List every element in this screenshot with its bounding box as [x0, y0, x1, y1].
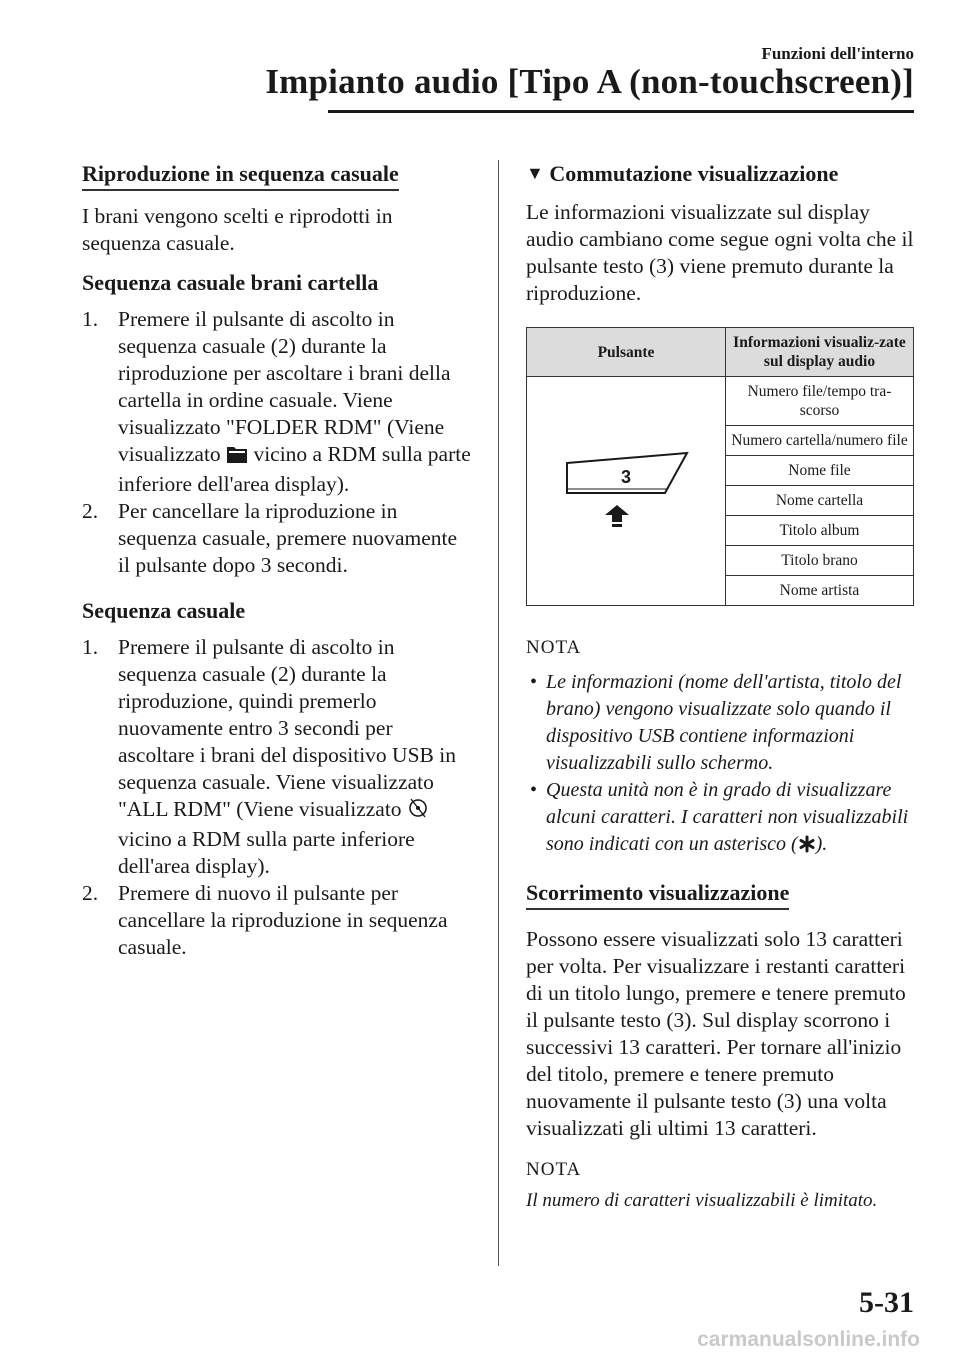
button-label: 3	[621, 466, 632, 487]
random-steps	[82, 634, 474, 961]
section-label: Funzioni dell'interno	[761, 44, 914, 63]
table-row: Nome cartella	[726, 486, 914, 516]
table-row: Titolo album	[726, 516, 914, 546]
table-row: Nome file	[726, 456, 914, 486]
table-row: Numero file/tempo tra-scorso	[726, 377, 914, 426]
list-item: • Le informazioni (nome dell'artista, titolo del brano) vengono visualizzate solo quando il dispositivo USB contiene informazioni visualizzabili sullo schermo.	[530, 671, 902, 774]
nota-title: NOTA	[526, 637, 582, 658]
scroll-paragraph: Possono essere visualizzati solo 13 caratteri per volta. Per visualizzare i restanti caratteri di un titolo lungo, premere e tenere premuto il pulsante testo (3). Sul display scorrono i successivi 13 caratteri. Per tornare all'inizio del titolo, premere e tenere premuto nuovamente il pulsante testo (3) una volta visualizzati gli ultimi 13 caratteri.	[526, 927, 906, 1140]
table-header-info: Informazioni visualiz-zate sul display audio	[726, 328, 914, 377]
text-button-icon	[561, 449, 691, 529]
heading-scroll-display: Scorrimento visualizzazione	[526, 879, 789, 910]
right-column	[526, 160, 918, 1214]
page-number: 5-31	[859, 1286, 914, 1319]
random-intro: I brani vengono scelti e riprodotti in sequenza casuale.	[82, 204, 393, 255]
display-switch-intro: Le informazioni visualizzate sul display audio cambiano come segue ogni volta che il pulsante testo (3) viene premuto durante la riproduzione.	[526, 200, 914, 305]
heading-display-switch: ▼ Commutazione visualizzazione	[526, 161, 839, 186]
triangle-marker-icon: ▼	[526, 163, 544, 183]
column-divider	[498, 160, 499, 1266]
table-row: Titolo brano	[726, 546, 914, 576]
disc-icon	[407, 797, 429, 826]
left-column	[82, 160, 474, 961]
nota-list	[526, 669, 918, 861]
page-title: Impianto audio [Tipo A (non-touchscreen)]	[265, 62, 914, 101]
folder-random-steps	[82, 306, 474, 579]
button-illustration-cell	[527, 377, 726, 606]
display-info-table	[526, 327, 914, 606]
list-item: 1. Premere il pulsante di ascolto in sequenza casuale (2) durante la riproduzione, quindi premerlo nuovamente entro 3 secondi per ascoltare i brani del dispositivo USB in sequenza casuale. Viene visualizzato "ALL RDM" (Viene visualizzato vicino a RDM sulla parte inferiore dell'area display).	[82, 635, 456, 878]
subheading-random: Sequenza casuale	[82, 598, 246, 623]
table-row: Numero cartella/numero file	[726, 426, 914, 456]
nota2-text: Il numero di caratteri visualizzabili è limitato.	[526, 1190, 878, 1211]
table-row: Nome artista	[726, 576, 914, 606]
list-item: 2. Per cancellare la riproduzione in sequenza casuale, premere nuovamente il pulsante dopo 3 secondi.	[82, 499, 458, 577]
folder-icon	[226, 444, 248, 471]
list-item: • Questa unità non è in grado di visualizzare alcuni caratteri. I caratteri non visualizzabili sono indicati con un asterisco ( ).	[526, 777, 918, 861]
heading-random-playback: Riproduzione in sequenza casuale	[82, 160, 399, 191]
list-item: 1. Premere il pulsante di ascolto in sequenza casuale (2) durante la riproduzione per ascoltare i brani della cartella in ordine casuale. Viene visualizzato "FOLDER RDM" (Viene visualizzato vicino a RDM sulla parte inferiore dell'area display).	[82, 307, 471, 496]
watermark: carmanualsonline.info	[697, 1328, 920, 1351]
subheading-folder-random: Sequenza casuale brani cartella	[82, 270, 379, 295]
list-item: 2. Premere di nuovo il pulsante per cancellare la riproduzione in sequenza casuale.	[82, 881, 448, 959]
asterisk-icon	[798, 834, 816, 861]
table-header-button: Pulsante	[527, 328, 726, 377]
title-rule	[328, 110, 914, 113]
nota2-title: NOTA	[526, 1159, 582, 1180]
